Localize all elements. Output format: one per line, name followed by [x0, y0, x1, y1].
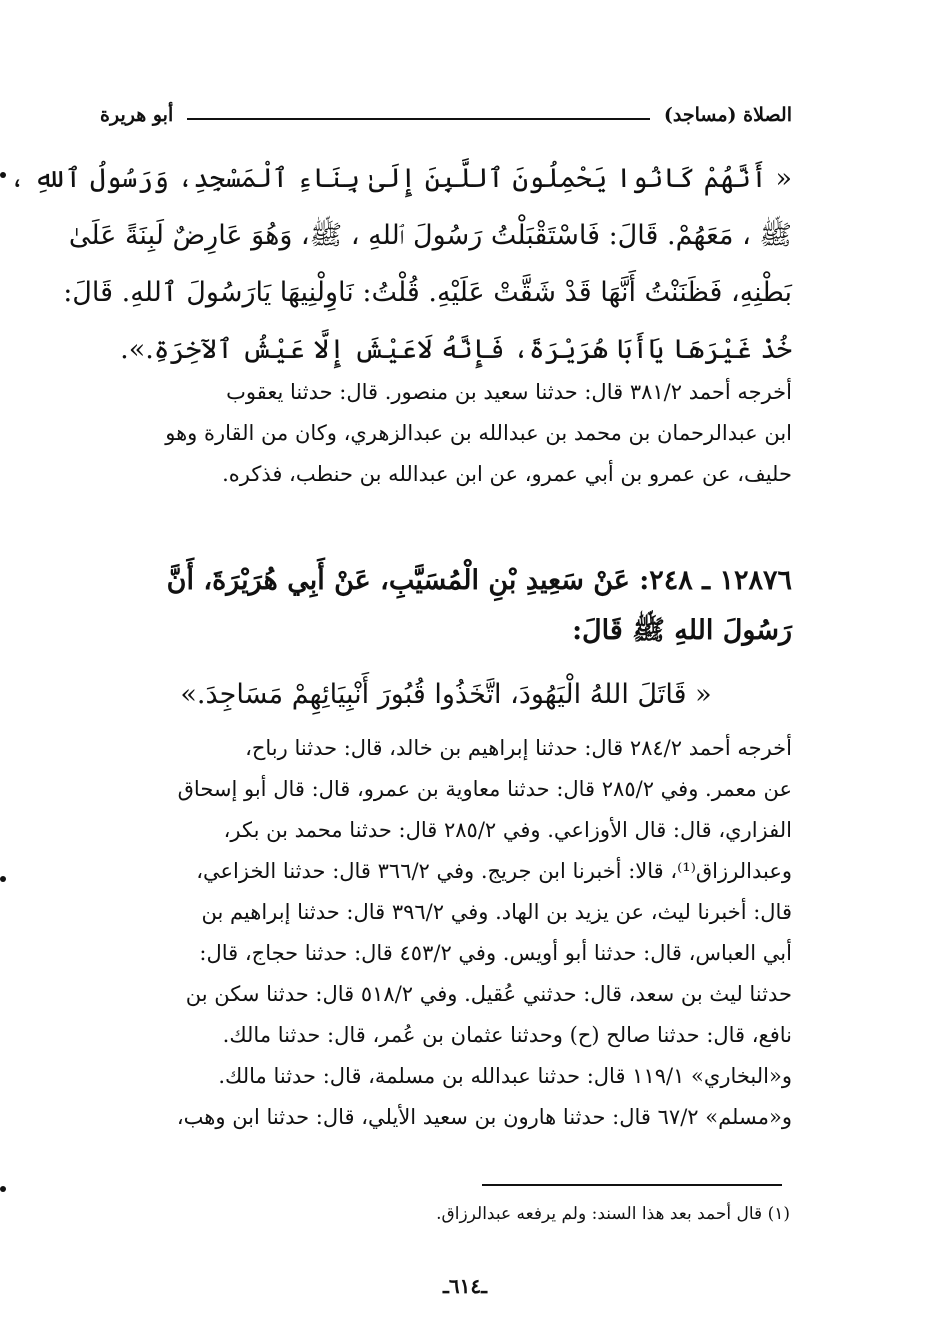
hadith-2-heading-line: رَسُولَ اللهِ ﷺ قَالَ: [572, 615, 792, 646]
source-1-line: ابن عبدالرحمان بن محمد بن عبدالله بن عبدالزهري، وكان من القارة وهو [165, 421, 792, 445]
scan-edge-mark [0, 172, 6, 178]
footnote: (١) قال أحمد بعد هذا السند: ولم يرفعه عبدالرزاق. [436, 1204, 790, 1224]
hadith-1-line: ﷺ ، مَعَهُمْ. قَالَ: فَاسْتَقْبَلْتُ رَسُولَ ٱللهِ ، ﷺ، وَهُوَ عَارِضٌ لَبِنَةً عَلَىٰ [68, 220, 792, 251]
footnote-rule [482, 1184, 782, 1186]
source-2-line: و«البخاري» ١١٩/١ قال: حدثنا عبدالله بن مسلمة، قال: حدثنا مالك. [218, 1064, 792, 1088]
source-2-line: أبي العباس، قال: حدثنا أبو أويس. وفي ٤٥٣/٢ قال: حدثنا حجاج، قال: [199, 941, 792, 965]
hadith-1-line: خُذْ غَيْرَهَا يَاأَبَا هُرَيْرَةَ، فَإِنَّهُ لَاعَيْشَ إِلَّا عَيْشُ ٱلآخِرَةِ.». [120, 334, 792, 365]
source-1-line: حليف، عن عمرو بن أبي عمرو، عن ابن عبدالله بن حنطب، فذكره. [222, 462, 792, 486]
source-1-line: أخرجه أحمد ٣٨١/٢ قال: حدثنا سعيد بن منصور. قال: حدثنا يعقوب [226, 380, 792, 404]
source-1 [100, 372, 792, 495]
hadith-2-heading-line: ١٢٨٧٦ ـ ٢٤٨: عَنْ سَعِيدِ بْنِ الْمُسَيَّبِ، عَنْ أَبِي هُرَيْرَةَ، أَنَّ [166, 565, 792, 596]
scan-edge-mark [0, 876, 6, 882]
source-2-line: نافع، قال: حدثنا صالح (ح) وحدثنا عثمان بن عُمر، قال: حدثنا مالك. [222, 1023, 792, 1047]
source-2-line: وعبدالرزاق⁽¹⁾، قالا: أخبرنا ابن جريج. وفي ٣٦٦/٢ قال: حدثنا الخزاعي، [196, 859, 792, 883]
page-number: ـ٦١٤ـ [443, 1274, 487, 1298]
hadith-2-heading [100, 556, 792, 656]
source-2-line: أخرجه أحمد ٢٨٤/٢ قال: حدثنا إبراهيم بن خالد، قال: حدثنا رباح، [245, 736, 792, 760]
source-2-line: عن معمر. وفي ٢٨٥/٢ قال: حدثنا معاوية بن عمرو، قال: قال أبو إسحاق [177, 777, 792, 801]
source-2-line: حدثنا ليث بن سعد، قال: حدثني عُقيل. وفي ٥١٨/٢ قال: حدثنا سكن بن [185, 982, 792, 1006]
source-2-line: و«مسلم» ٦٧/٢ قال: حدثنا هارون بن سعيد الأيلي، قال: حدثنا ابن وهب، [176, 1105, 792, 1129]
running-header [100, 98, 792, 132]
hadith-1-line: « أَنَّهُمْ كَانُوا يَحْمِلُونَ ٱللَّبِنَ إِلَىٰ بِنَاءِ ٱلْمَسْجِدِ، وَرَسُولُ ٱللهِ ، [9, 163, 792, 194]
hadith-1-text [9, 150, 792, 378]
hadith-2-text: « قَاتَلَ اللهُ الْيَهُودَ، اتَّخَذُوا قُبُورَ أَنْبِيَائِهِمْ مَسَاجِدَ.» [180, 679, 712, 710]
scan-edge-mark [0, 1186, 6, 1192]
header-chapter: الصلاة (مساجد) [663, 104, 792, 126]
header-narrator: أبو هريرة [100, 104, 174, 126]
hadith-1-line: بَطْنِهِ، فَظَنَنْتُ أَنَّهَا قَدْ شَقَّتْ عَلَيْهِ. قُلْتُ: نَاوِلْنِيهَا يَارَسُولَ ٱللهِ. قَالَ: [63, 277, 792, 308]
source-2-line: الفزاري، قال: قال الأوزاعي. وفي ٢٨٥/٢ قال: حدثنا محمد بن بكر، [223, 818, 792, 842]
source-2-line: قال: أخبرنا ليث، عن يزيد بن الهاد. وفي ٣٩٦/٢ قال: حدثنا إبراهيم بن [201, 900, 792, 924]
source-2 [100, 728, 792, 1138]
header-rule [187, 118, 650, 120]
